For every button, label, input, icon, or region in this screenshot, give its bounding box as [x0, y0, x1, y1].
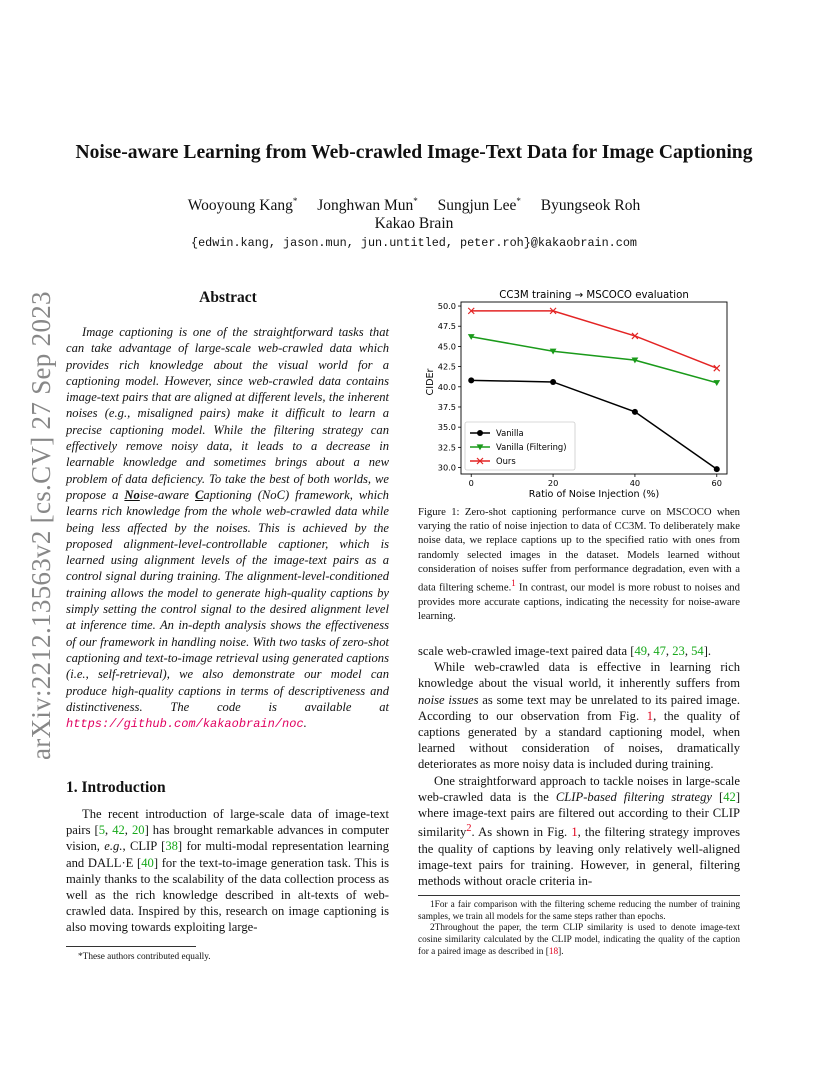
data-point — [632, 409, 638, 415]
data-point — [550, 379, 556, 385]
figure-ref[interactable]: 1 — [646, 708, 654, 723]
y-tick-label: 42.5 — [437, 361, 456, 372]
footnote-1: 1For a fair comparison with the filtering scheme reducing the number of training samples, we train all models for the same steps rather than epochs. — [418, 900, 740, 922]
citation[interactable]: 40 — [141, 855, 154, 870]
abstract-body: Image captioning is one of the straightforward tasks that can take advantage of large-scale web-crawled data which provides rich knowledge about the visual world for a captioning model. However, since web-crawled data contains image-text pairs that are aligned at different levels, the inherent noises (e.g., misaligned pairs) make it difficult to learn a precise captioning model. While the filtering strategy can effectively remove noisy data, it leads to a decrease in learnable knowledge and sometimes brings about a new problem of data deficiency. To take the best of both worlds, we propose a Noise-aware Captioning (NoC) framework, which learns rich knowledge from the whole web-crawled data while being less affected by the noises. This is achieved by the proposed alignment-level-controllable captioner, which is learned using alignment levels of the image-text pairs as a control signal during training. The alignment-level-conditioned training allows the model to generate high-quality captions by simply setting the control signal to the desired alignment level at inference time. An in-depth analysis shows the effectiveness of our framework in handling noise. With two tasks of zero-shot captioning and text-to-image retrieval using generated captions (i.e., self-retrieval), we also demonstrate our model can produce high-quality captions in terms of descriptiveness and distinctiveness. The code is available at https://github.com/kakaobrain/noc. — [66, 325, 389, 732]
citation[interactable]: 23 — [672, 644, 685, 658]
data-point — [713, 380, 720, 386]
citation[interactable]: 54 — [691, 644, 704, 658]
x-tick-label: 20 — [547, 478, 559, 488]
affiliation: Kakao Brain — [374, 215, 454, 232]
citation[interactable]: 47 — [653, 644, 666, 658]
y-tick-label: 50.0 — [437, 301, 456, 312]
legend-label: Vanilla (Filtering) — [496, 442, 567, 452]
footnote-rule — [418, 895, 740, 896]
citation[interactable]: 49 — [634, 644, 648, 658]
y-tick-label: 45.0 — [437, 341, 456, 352]
citation[interactable]: 18 — [548, 946, 559, 957]
code-link[interactable]: https://github.com/kakaobrain/noc — [66, 717, 304, 732]
footnote-equal-contribution: *These authors contributed equally. — [78, 952, 211, 962]
author-list — [0, 196, 828, 215]
author-4: Byungseok Roh — [540, 197, 641, 215]
chart-legend — [465, 422, 575, 470]
y-tick-label: 32.5 — [437, 442, 456, 453]
right-column-text — [418, 643, 740, 889]
footnote-2: 2Throughout the paper, the term CLIP similarity is used to denote image-text cosine similarity calculated by the CLIP model, indicating the quality of the caption for a paired image as described in [18]. — [418, 923, 740, 957]
author-3: Sungjun Lee* — [437, 196, 521, 215]
y-tick-label: 30.0 — [437, 462, 456, 473]
paper-title: Noise-aware Learning from Web-crawled Image-Text Data for Image Captioning — [75, 142, 753, 163]
y-tick-label: 40.0 — [437, 381, 456, 392]
citation[interactable]: 42 — [112, 823, 125, 838]
citation[interactable]: 20 — [131, 823, 145, 838]
paragraph-noise-issues: While web-crawled data is effective in learning rich knowledge about the visual world, it inherently suffers from noise issues as some text may be unrelated to its paired image. According to our observation from Fig. 1, the quality of captions generated by a standard captioning model, when learned without consideration of noises, dramatically deteriorates as more noisy data is included during training. — [418, 660, 740, 772]
y-tick-label: 35.0 — [437, 422, 456, 433]
paragraph-filtering: One straightforward approach to tackle noises in large-scale web-crawled data is the CLIP-based filtering strategy [42] where image-text pairs are filtered out according to their CLIP similarity$^2$. As shown in Fig. 1, the filtering strategy improves the quality of captions by leaving only relatively well-aligned image-text pairs for training. However, in general, filtering methods without oracle criteria in- — [418, 773, 741, 889]
footnote-ref[interactable]: 1 — [511, 578, 516, 589]
introduction-paragraph: The recent introduction of large-scale data of image-text pairs [5, 42, 20] has brought remarkable advances in computer vision, e.g., CLIP [38] for multi-modal representation learning and DALL·E [40] for the text-to-image generation task. This is mainly thanks to the scalability of the data collection process as well as the rich knowledge described in alt-texts of web-crawled data. Inspired by this, research on image captioning is also moving towards exploiting large- — [66, 807, 390, 935]
section-heading-introduction: 1. Introduction — [66, 779, 166, 796]
footnotes-right — [418, 900, 740, 959]
data-point — [468, 377, 474, 383]
x-tick-label: 60 — [711, 478, 722, 488]
x-tick-label: 0 — [468, 478, 474, 488]
abstract-heading: Abstract — [199, 289, 257, 306]
legend-label: Ours — [496, 456, 516, 466]
citation[interactable]: 38 — [165, 839, 178, 854]
footnote-ref[interactable]: 2 — [466, 823, 472, 835]
legend-label: Vanilla — [496, 428, 524, 438]
author-2: Jonghwan Mun* — [317, 196, 418, 215]
chart-title: CC3M training → MSCOCO evaluation — [499, 290, 689, 301]
figure-ref[interactable]: 1 — [571, 825, 578, 840]
series-line-2 — [471, 337, 717, 383]
figure-1-chart — [418, 285, 740, 503]
arxiv-stamp: arXiv:2212.13563v2 [cs.CV] 27 Sep 2023 — [26, 291, 56, 760]
author-1: Wooyoung Kang* — [187, 196, 298, 215]
footnote-rule — [66, 946, 196, 947]
x-axis-label: Ratio of Noise Injection (%) — [528, 489, 660, 500]
citation[interactable]: 42 — [723, 789, 736, 804]
legend-marker — [477, 430, 483, 436]
figure-1-caption: Figure 1: Zero-shot captioning performance curve on MSCOCO when varying the ratio of noise injection to data of CC3M. To deliberately make noise data, we replace captions up to the specified ratio with ones from randomly selected images in the dataset. Models learned without consideration of noises suffer from performance degradation, even with a data filtering scheme.$^1$ In contrast, our model is more robust to noises and provides more accurate captions, indicating the necessity for noise-aware learning. — [418, 506, 741, 622]
y-tick-label: 47.5 — [437, 321, 456, 332]
x-tick-label: 40 — [629, 478, 641, 488]
y-tick-label: 37.5 — [437, 401, 456, 412]
data-point — [714, 365, 720, 371]
citation[interactable]: 5 — [98, 823, 105, 838]
series-line-3 — [471, 311, 717, 368]
data-point — [714, 466, 720, 472]
paragraph-continuation: scale web-crawled image-text paired data [49, 47, 23, 54]. — [418, 644, 712, 658]
y-axis-label: CIDEr — [425, 368, 436, 396]
author-emails: {edwin.kang, jason.mun, jun.untitled, peter.roh}@kakaobrain.com — [191, 236, 637, 250]
